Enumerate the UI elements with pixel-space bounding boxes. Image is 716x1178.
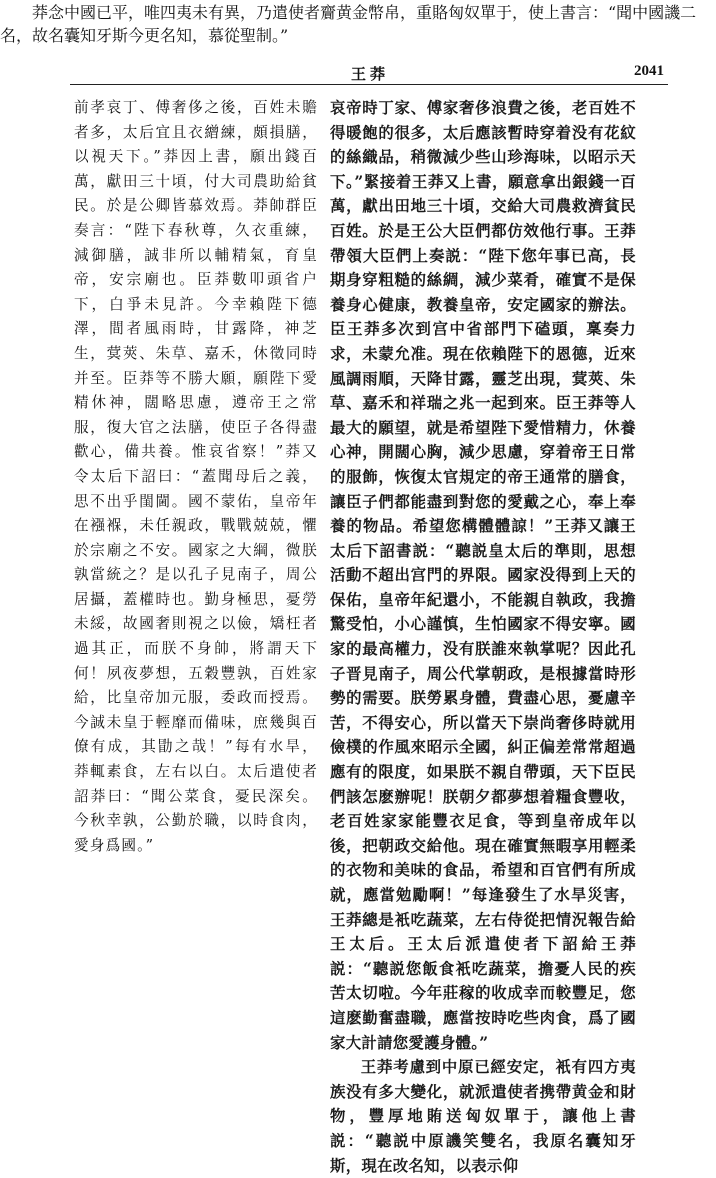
translation-column	[330, 96, 636, 1178]
header-rule	[70, 84, 668, 85]
classical-paragraph-2: 莽念中國已平，唯四夷未有異，乃遣使者齎黄金幣帛，重賂匈奴單于，使上書言：“聞中國譏二名，故名囊知牙斯今更名知，慕從聖制。”	[0, 3, 697, 45]
page-number: 2041	[634, 63, 664, 79]
page-header	[70, 57, 670, 87]
classical-text-column	[74, 96, 318, 858]
running-title: 王莽	[350, 65, 389, 83]
translation-paragraph-2: 王莽考慮到中原已經安定，衹有四方夷族没有多大變化，就派遣使者携帶黄金和財物，豐厚地賄送匈奴單于，讓他上書説：“聽説中原譏笑雙名，我原名囊知牙斯，現在改名知，以表示仰	[330, 1058, 636, 1175]
translation-paragraph-1: 哀帝時丁家、傅家奢侈浪費之後，老百姓不得暖飽的很多，太后應該暫時穿着没有花紋的絲織品，稍微減少些山珍海味，以昭示天下。”緊接着王莽又上書，願意拿出銀錢一百萬，獻出田地三十頃，交給大司農救濟貧民百姓。於是王公大臣們都仿效他行事。王莽帶領大臣們上奏説：“陛下您年事已高，長期身穿粗糙的絲綢，減少菜肴，確實不是保養身心健康，教養皇帝，安定國家的辦法。臣王莽多次到宫中省部門下磕頭，稟奏力求，未蒙允准。現在依賴陛下的恩德，近來風調雨順，天降甘露，靈芝出現，蓂莢、朱草、嘉禾和祥瑞之兆一起到來。臣王莽等人最大的願望，就是希望陛下愛惜精力，休養心神，開闊心胸，減少思慮，穿着帝王日常的服飾，恢復太官規定的帝王通常的膳食，讓臣子們都能盡到對您的愛戴之心，奉上奉養的物品。希望您構體體諒！”王莽又讓王太后下詔書説：“聽説皇太后的準則，思想活動不超出宫門的界限。國家没得到上天的保佑，皇帝年紀還小，不能親自執政，我擔驚受怕，小心謹慎，生怕國家不得安寧。國家的最高權力，没有朕誰來執掌呢？因此孔子晋見南子，周公代掌朝政，是根據當時形勢的需要。朕勞累身體，費盡心思，憂慮辛苦，不得安心，所以當天下崇尚奢侈時就用儉樸的作風來昭示全國，糾正偏差常常超過應有的限度，如果朕不親自帶頭，天下臣民們該怎麽辦呢！朕朝夕都夢想着糧食豐收，老百姓家家能豐衣足食，等到皇帝成年以後，把朝政交給他。現在確實無暇享用輕柔的衣物和美味的食品，希望和百官們有所成就，應當勉勵啊！”每逢發生了水旱災害，王莽總是衹吃蔬菜，左右侍從把情況報告給王太后。王太后派遣使者下詔給王莽説：“聽説您飯食衹吃蔬菜，擔憂人民的疾苦太切啦。今年莊稼的收成幸而較豐足，您這麽勤奮盡職，應當按時吃些肉食，爲了國家大計請您愛護身體。”	[330, 99, 636, 1052]
classical-paragraph-1: 前孝哀丁、傅奢侈之後，百姓未贍者多，太后宜且衣繒練，頗損膳，以視天下。”莽因上書，願出錢百萬，獻田三十頃，付大司農助給貧民。於是公卿皆慕效焉。莽帥群臣奏言：“陛下春秋尊，久衣重練，減御膳，誠非所以輔精氣，育皇帝，安宗廟也。臣莽數叩頭省户下，白爭未見許。今幸賴陛下德澤，間者風雨時，甘露降，神芝生，蓂莢、朱草、嘉禾，休徵同時并至。臣莽等不勝大願，願陛下愛精休神，闊略思慮，遵帝王之常服，復大官之法膳，使臣子各得盡歡心，備共養。惟哀省察！”莽又令太后下詔曰：“蓋聞母后之義，思不出乎閨閫。國不蒙佑，皇帝年在襁褓，未任親政，戰戰兢兢，懼於宗廟之不安。國家之大綱，微朕孰當統之？是以孔子見南子，周公居攝，蓋權時也。勤身極思，憂勞未綏，故國奢則視之以儉，矯枉者過其正，而朕不身帥，將謂天下何！夙夜夢想，五穀豐孰，百姓家給，比皇帝加元服，委政而授焉。今誠未皇于輕靡而備味，庶幾與百僚有成，其勖之哉！”每有水旱，莽輒素食，左右以白。太后遣使者詔莽曰：“聞公菜食，憂民深矣。今秋幸孰，公勤於職，以時食肉，愛身爲國。”	[74, 99, 318, 854]
